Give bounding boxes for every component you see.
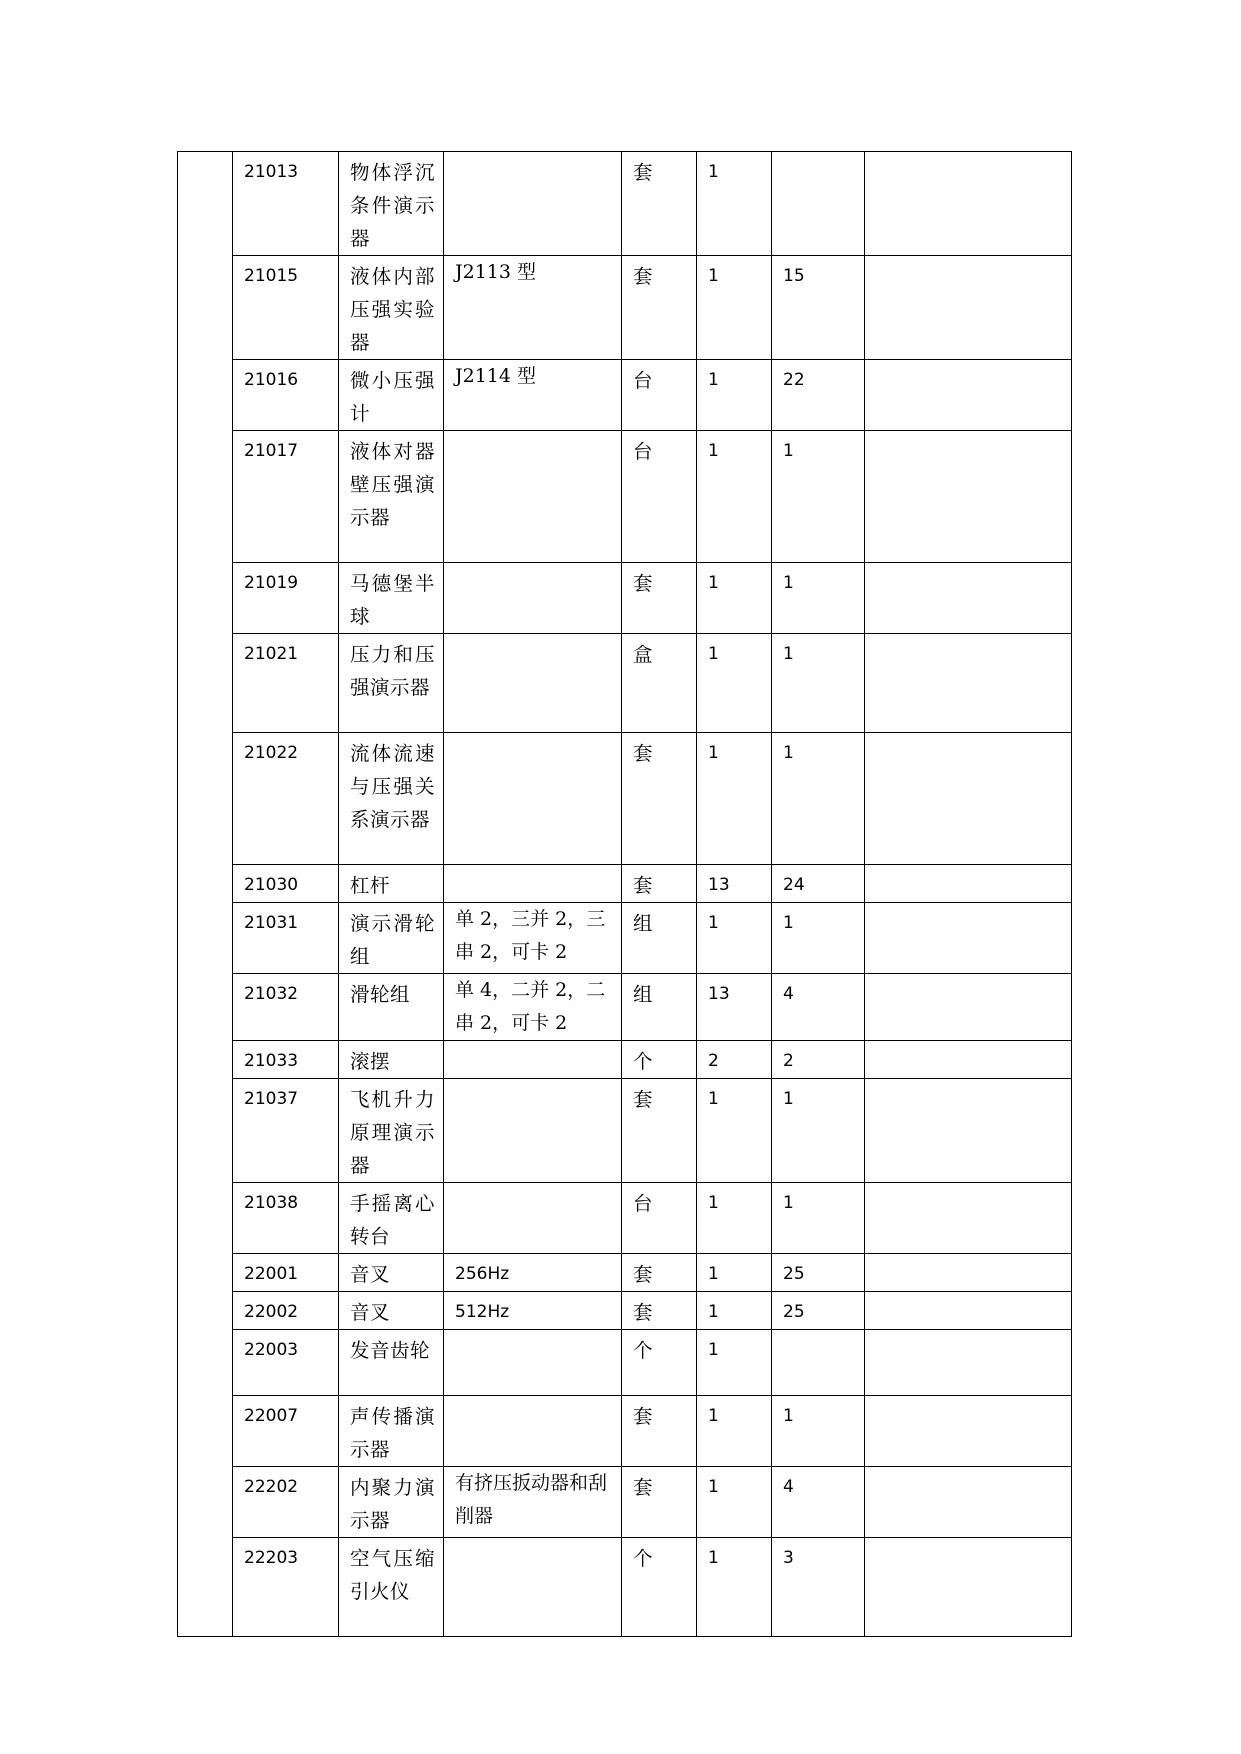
item-note-cell [865,865,1072,903]
item-stock-cell: 4 [772,1467,865,1538]
item-model-cell [444,431,622,563]
item-quantity-cell: 1 [697,1538,772,1637]
item-code-cell: 21037 [233,1079,339,1183]
item-stock-cell: 2 [772,1041,865,1079]
table-row [178,634,1072,733]
item-stock-cell: 1 [772,563,865,634]
item-note-cell [865,1538,1072,1637]
table-row [178,1079,1072,1183]
table-row [178,733,1072,865]
item-unit-cell: 台 [622,1183,697,1254]
item-model-cell: 单 4，二并 2，二串 2，可卡 2 [444,974,622,1041]
table-row [178,1330,1072,1396]
item-quantity-cell: 1 [697,1183,772,1254]
item-code-cell: 22007 [233,1396,339,1467]
item-model-cell [444,634,622,733]
item-quantity-cell: 1 [697,1079,772,1183]
item-note-cell [865,1330,1072,1396]
item-model-cell [444,1396,622,1467]
item-name-cell: 发音齿轮 [339,1330,444,1396]
item-code-cell: 21013 [233,152,339,256]
item-note-cell [865,1467,1072,1538]
item-name-cell: 液体内部压强实验器 [339,256,444,360]
item-note-cell [865,431,1072,563]
item-unit-cell: 个 [622,1330,697,1396]
item-unit-cell: 盒 [622,634,697,733]
item-name-cell: 音叉 [339,1292,444,1330]
item-model-cell [444,1538,622,1637]
item-stock-cell: 15 [772,256,865,360]
table-row [178,1292,1072,1330]
item-stock-cell [772,1330,865,1396]
item-unit-cell: 套 [622,152,697,256]
item-name-cell: 流体流速与压强关系演示器 [339,733,444,865]
item-quantity-cell: 1 [697,256,772,360]
item-name-cell: 滚摆 [339,1041,444,1079]
item-quantity-cell: 13 [697,865,772,903]
item-quantity-cell: 1 [697,360,772,431]
item-unit-cell: 台 [622,360,697,431]
item-note-cell [865,1292,1072,1330]
item-stock-cell: 1 [772,733,865,865]
item-model-cell [444,1330,622,1396]
item-quantity-cell: 1 [697,1292,772,1330]
table-row [178,903,1072,974]
item-note-cell [865,1254,1072,1292]
item-code-cell: 22002 [233,1292,339,1330]
item-model-cell: J2113 型 [444,256,622,360]
item-stock-cell: 1 [772,1183,865,1254]
item-name-cell: 空气压缩引火仪 [339,1538,444,1637]
item-unit-cell: 套 [622,1254,697,1292]
item-quantity-cell: 1 [697,1254,772,1292]
item-model-cell: 有挤压扳动器和刮削器 [444,1467,622,1538]
item-model-cell [444,733,622,865]
equipment-table-body [178,152,1072,1637]
item-name-cell: 声传播演示器 [339,1396,444,1467]
item-note-cell [865,1183,1072,1254]
table-row [178,256,1072,360]
item-name-cell: 内聚力演示器 [339,1467,444,1538]
item-quantity-cell: 1 [697,1330,772,1396]
item-stock-cell: 25 [772,1254,865,1292]
item-model-cell: 单 2，三并 2，三串 2，可卡 2 [444,903,622,974]
item-quantity-cell: 1 [697,903,772,974]
item-code-cell: 21015 [233,256,339,360]
item-unit-cell: 套 [622,256,697,360]
table-row [178,865,1072,903]
item-stock-cell: 22 [772,360,865,431]
item-note-cell [865,733,1072,865]
item-model-cell [444,1183,622,1254]
item-model-cell [444,563,622,634]
item-model-cell [444,1079,622,1183]
item-unit-cell: 台 [622,431,697,563]
item-quantity-cell: 1 [697,733,772,865]
item-stock-cell: 1 [772,1079,865,1183]
item-unit-cell: 组 [622,974,697,1041]
item-quantity-cell: 1 [697,431,772,563]
item-unit-cell: 组 [622,903,697,974]
item-model-cell: 512Hz [444,1292,622,1330]
category-cell [178,152,233,1637]
item-name-cell: 飞机升力原理演示器 [339,1079,444,1183]
item-code-cell: 21031 [233,903,339,974]
item-name-cell: 压力和压强演示器 [339,634,444,733]
table-row [178,1183,1072,1254]
item-note-cell [865,1079,1072,1183]
item-note-cell [865,634,1072,733]
item-stock-cell [772,152,865,256]
item-code-cell: 22202 [233,1467,339,1538]
item-code-cell: 22003 [233,1330,339,1396]
item-unit-cell: 个 [622,1538,697,1637]
item-note-cell [865,152,1072,256]
item-quantity-cell: 1 [697,152,772,256]
item-unit-cell: 套 [622,1467,697,1538]
table-row [178,431,1072,563]
item-name-cell: 手摇离心转台 [339,1183,444,1254]
item-code-cell: 21021 [233,634,339,733]
table-row [178,1041,1072,1079]
item-code-cell: 21016 [233,360,339,431]
equipment-table [177,151,1072,1637]
item-name-cell: 液体对器壁压强演示器 [339,431,444,563]
table-row [178,974,1072,1041]
item-stock-cell: 3 [772,1538,865,1637]
item-model-cell [444,152,622,256]
item-model-cell: J2114 型 [444,360,622,431]
table-row [178,1396,1072,1467]
item-stock-cell: 4 [772,974,865,1041]
item-code-cell: 22001 [233,1254,339,1292]
item-quantity-cell: 1 [697,563,772,634]
item-quantity-cell: 13 [697,974,772,1041]
item-stock-cell: 1 [772,903,865,974]
item-stock-cell: 24 [772,865,865,903]
item-model-cell: 256Hz [444,1254,622,1292]
item-unit-cell: 套 [622,1292,697,1330]
item-model-cell [444,865,622,903]
item-quantity-cell: 1 [697,1467,772,1538]
item-name-cell: 演示滑轮组 [339,903,444,974]
item-stock-cell: 1 [772,431,865,563]
item-note-cell [865,974,1072,1041]
item-name-cell: 微小压强计 [339,360,444,431]
item-name-cell: 音叉 [339,1254,444,1292]
table-row [178,152,1072,256]
item-note-cell [865,1041,1072,1079]
item-code-cell: 21033 [233,1041,339,1079]
item-code-cell: 21032 [233,974,339,1041]
table-row [178,1254,1072,1292]
item-model-cell [444,1041,622,1079]
item-name-cell: 物体浮沉条件演示器 [339,152,444,256]
item-note-cell [865,563,1072,634]
item-note-cell [865,360,1072,431]
item-code-cell: 21038 [233,1183,339,1254]
item-stock-cell: 1 [772,634,865,733]
item-name-cell: 滑轮组 [339,974,444,1041]
item-code-cell: 21022 [233,733,339,865]
item-quantity-cell: 2 [697,1041,772,1079]
item-quantity-cell: 1 [697,1396,772,1467]
item-note-cell [865,256,1072,360]
item-unit-cell: 套 [622,563,697,634]
item-code-cell: 21019 [233,563,339,634]
item-unit-cell: 套 [622,733,697,865]
item-unit-cell: 个 [622,1041,697,1079]
item-note-cell [865,1396,1072,1467]
item-code-cell: 21030 [233,865,339,903]
item-name-cell: 马德堡半球 [339,563,444,634]
item-stock-cell: 1 [772,1396,865,1467]
table-row [178,1538,1072,1637]
item-name-cell: 杠杆 [339,865,444,903]
item-quantity-cell: 1 [697,634,772,733]
item-unit-cell: 套 [622,1396,697,1467]
table-row [178,360,1072,431]
item-code-cell: 21017 [233,431,339,563]
item-note-cell [865,903,1072,974]
item-code-cell: 22203 [233,1538,339,1637]
item-unit-cell: 套 [622,1079,697,1183]
table-row [178,1467,1072,1538]
table-row [178,563,1072,634]
item-unit-cell: 套 [622,865,697,903]
item-stock-cell: 25 [772,1292,865,1330]
